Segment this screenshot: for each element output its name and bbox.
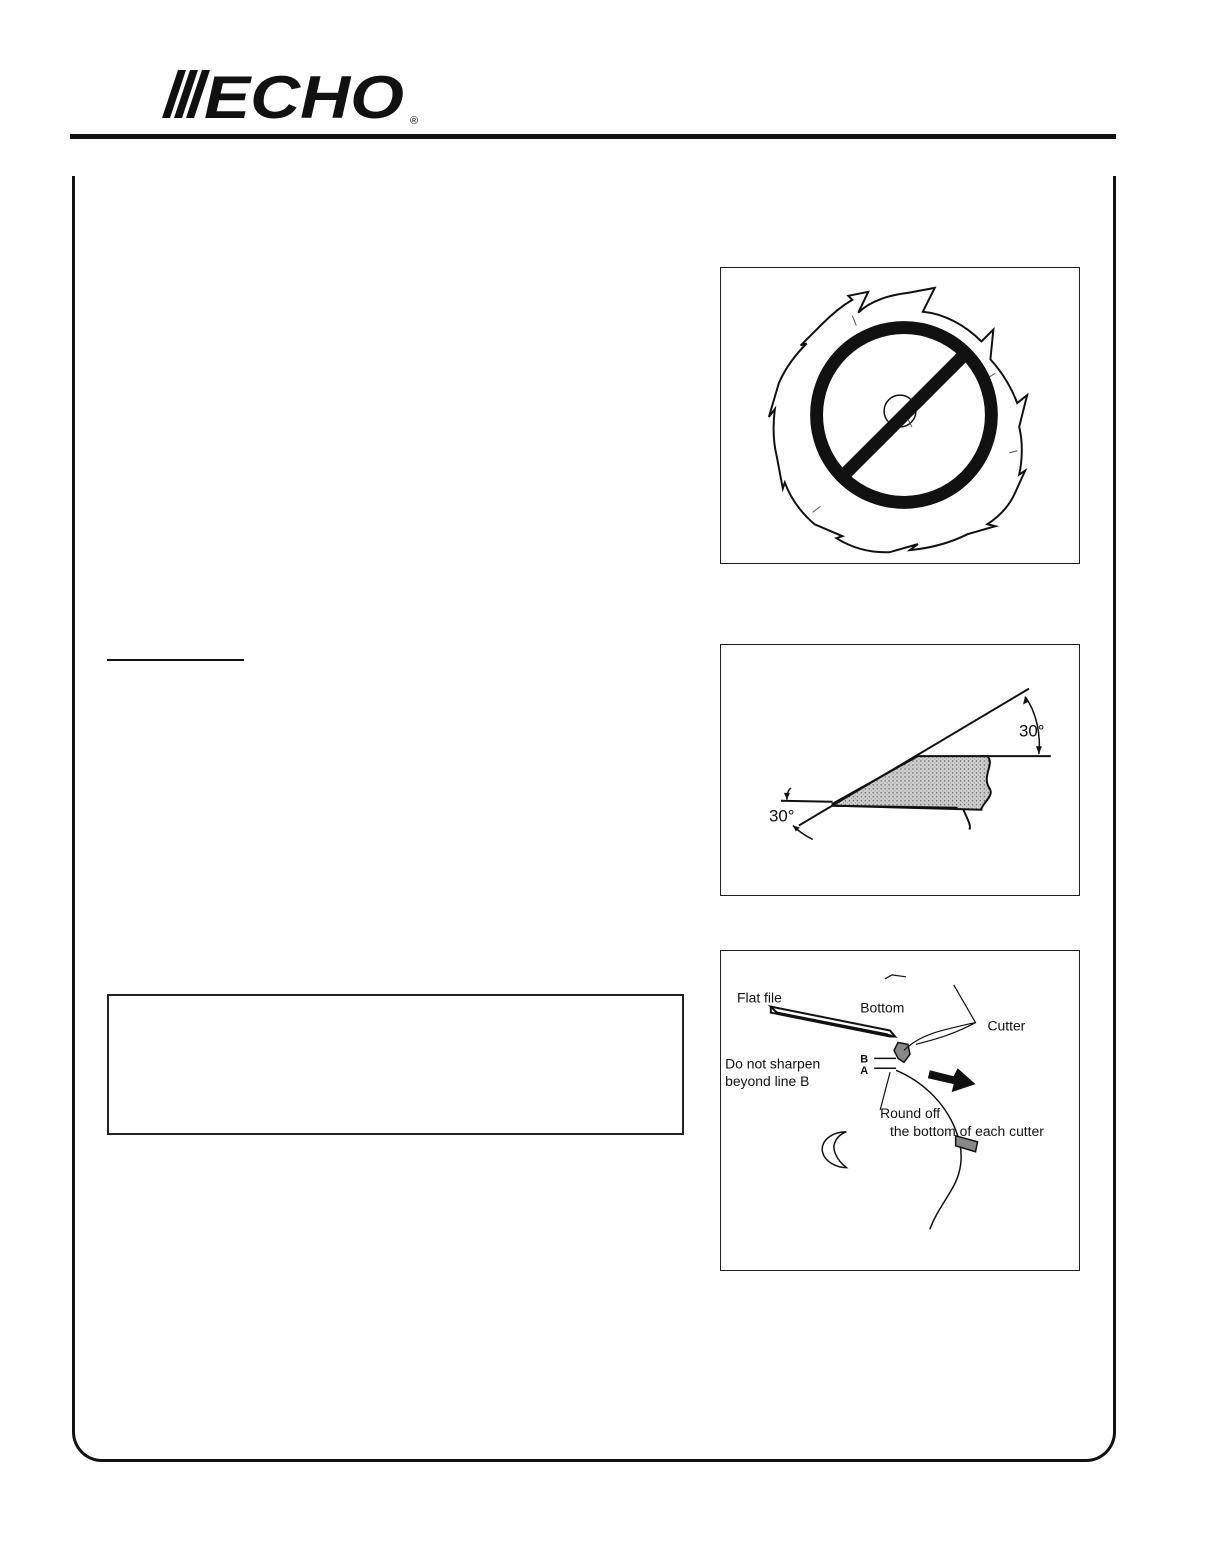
header-rule [70, 134, 1116, 139]
figure-file-diagram [720, 950, 1080, 1271]
label-line-b: B [860, 1053, 869, 1066]
echo-logo [160, 62, 430, 132]
prohibited-blade-icon [721, 268, 1079, 563]
registered-mark: ® [410, 115, 419, 127]
label-round-off-1: Round off [880, 1104, 941, 1121]
section-heading-underline [107, 659, 244, 661]
notice-box [107, 994, 684, 1135]
label-do-not-sharpen-2: beyond line B [725, 1073, 810, 1090]
figure-prohibited-blade [720, 267, 1080, 564]
label-flat-file: Flat file [737, 989, 782, 1006]
label-bottom: Bottom [860, 999, 905, 1016]
logo-text: ECHO [204, 64, 404, 131]
angle-label-bottom: 30° [769, 806, 795, 826]
figure-angle-diagram [720, 644, 1080, 896]
label-round-off-2: the bottom of each cutter [890, 1122, 1044, 1139]
label-cutter: Cutter [987, 1017, 1026, 1034]
label-line-a: A [860, 1065, 869, 1078]
label-do-not-sharpen-1: Do not sharpen [725, 1055, 821, 1072]
angle-label-top: 30° [1019, 721, 1045, 741]
